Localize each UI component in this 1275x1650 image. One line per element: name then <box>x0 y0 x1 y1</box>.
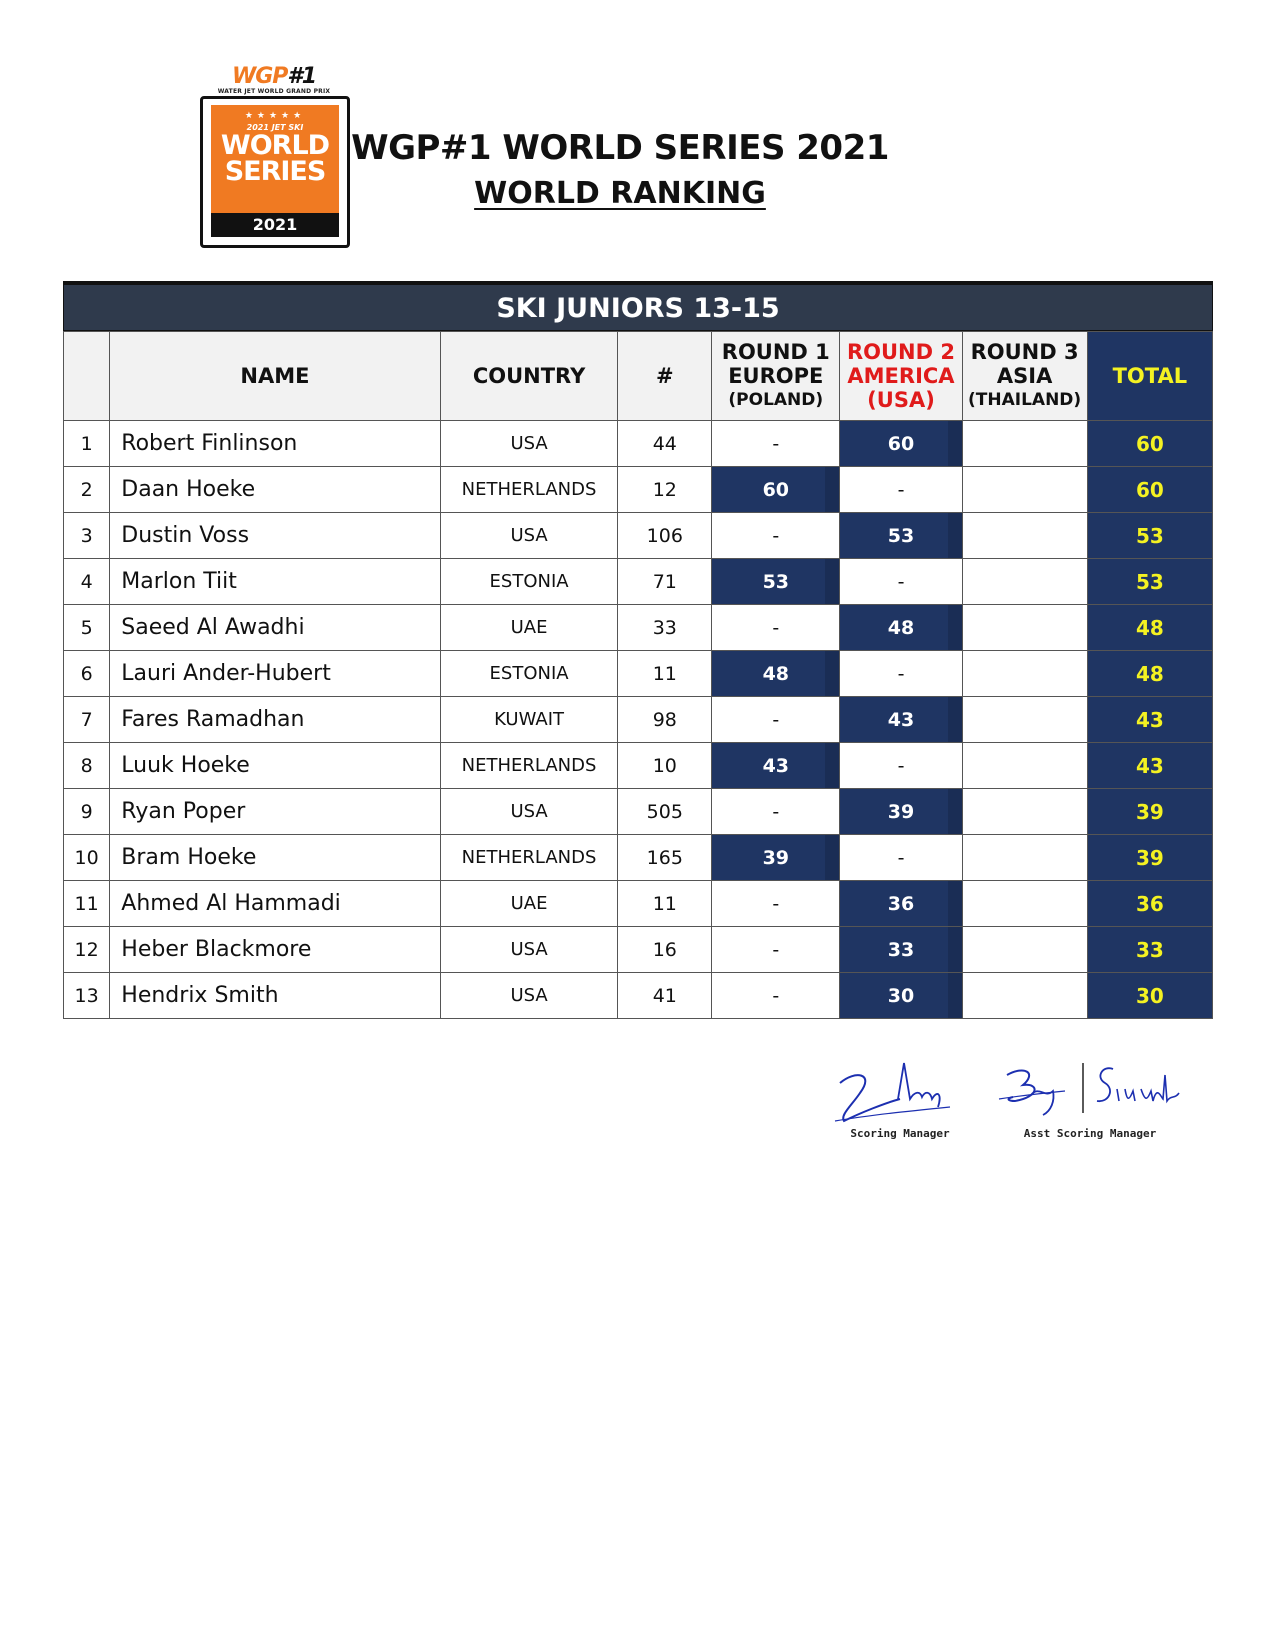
round2-score-cell: - <box>840 559 962 605</box>
round1-country: (POLAND) <box>728 390 824 410</box>
category-header: SKI JUNIORS 13-15 <box>63 281 1213 331</box>
round3-score-cell <box>962 697 1087 743</box>
scoring-manager-label: Scoring Manager <box>850 1127 950 1140</box>
round1-score-cell: - <box>712 513 840 559</box>
rank-cell: 3 <box>64 513 110 559</box>
logo-world: WORLD <box>220 130 330 161</box>
round1-score-cell: 48 <box>712 651 840 697</box>
round3-score-cell <box>962 467 1087 513</box>
rank-cell: 12 <box>64 927 110 973</box>
total-score-cell: 53 <box>1087 513 1212 559</box>
logo-series: SERIES <box>224 156 326 187</box>
total-score-cell: 60 <box>1087 421 1212 467</box>
country-cell: UAE <box>440 605 618 651</box>
round1-score-cell: - <box>712 605 840 651</box>
scoring-manager-signature <box>830 1055 970 1140</box>
logo-brand-sub: WATER JET WORLD GRAND PRIX <box>217 88 331 95</box>
race-number-cell: 12 <box>618 467 712 513</box>
round3-score-cell <box>962 973 1087 1019</box>
race-number-cell: 11 <box>618 881 712 927</box>
logo-brand <box>216 66 332 94</box>
round2-label: ROUND 2 <box>846 340 955 364</box>
rank-cell: 1 <box>64 421 110 467</box>
total-score-cell: 48 <box>1087 605 1212 651</box>
round2-score-cell: - <box>840 743 962 789</box>
round2-score-cell: - <box>840 467 962 513</box>
signature-scribble-left <box>830 1055 970 1125</box>
signatures <box>830 1055 1210 1145</box>
round1-score-cell: - <box>712 697 840 743</box>
round3-score-cell <box>962 559 1087 605</box>
table-row <box>64 651 1213 697</box>
country-cell: USA <box>440 927 618 973</box>
round1-score-cell: - <box>712 789 840 835</box>
logo-brand-number: #1 <box>287 64 317 89</box>
round2-score-cell: 60 <box>840 421 962 467</box>
total-score-cell: 60 <box>1087 467 1212 513</box>
round3-score-cell <box>962 513 1087 559</box>
round3-score-cell <box>962 421 1087 467</box>
total-score-cell: 36 <box>1087 881 1212 927</box>
country-cell: NETHERLANDS <box>440 743 618 789</box>
round3-score-cell <box>962 835 1087 881</box>
rank-cell: 5 <box>64 605 110 651</box>
rider-name-cell: Marlon Tiit <box>110 559 440 605</box>
header-row <box>64 332 1213 421</box>
col-position-header <box>64 332 110 421</box>
round1-region: EUROPE <box>728 364 824 388</box>
total-score-cell: 43 <box>1087 697 1212 743</box>
logo-small-text: 2021 JET SKI <box>246 123 304 132</box>
round1-score-cell: - <box>712 421 840 467</box>
country-cell: NETHERLANDS <box>440 467 618 513</box>
country-cell: USA <box>440 973 618 1019</box>
round3-score-cell <box>962 881 1087 927</box>
race-number-cell: 165 <box>618 835 712 881</box>
round2-score-cell: 53 <box>840 513 962 559</box>
table-row <box>64 697 1213 743</box>
round2-score-cell: - <box>840 835 962 881</box>
logo-frame <box>200 96 350 248</box>
race-number-cell: 505 <box>618 789 712 835</box>
country-cell: USA <box>440 421 618 467</box>
rank-cell: 10 <box>64 835 110 881</box>
col-round3-header <box>962 332 1087 421</box>
race-number-cell: 44 <box>618 421 712 467</box>
race-number-cell: 16 <box>618 927 712 973</box>
round1-score-cell: 53 <box>712 559 840 605</box>
rank-cell: 2 <box>64 467 110 513</box>
col-total-header: TOTAL <box>1087 332 1212 421</box>
total-score-cell: 39 <box>1087 789 1212 835</box>
round1-score-cell: 43 <box>712 743 840 789</box>
rider-name-cell: Bram Hoeke <box>110 835 440 881</box>
race-number-cell: 106 <box>618 513 712 559</box>
table-row <box>64 973 1213 1019</box>
table-row <box>64 559 1213 605</box>
round3-score-cell <box>962 605 1087 651</box>
round3-score-cell <box>962 927 1087 973</box>
table-row <box>64 881 1213 927</box>
rider-name-cell: Fares Ramadhan <box>110 697 440 743</box>
col-number-header: # <box>618 332 712 421</box>
total-score-cell: 43 <box>1087 743 1212 789</box>
round2-score-cell: - <box>840 651 962 697</box>
round2-region: AMERICA <box>847 364 955 388</box>
rank-cell: 8 <box>64 743 110 789</box>
table-row <box>64 513 1213 559</box>
round1-score-cell: - <box>712 927 840 973</box>
race-number-cell: 41 <box>618 973 712 1019</box>
page-subtitle <box>300 176 940 211</box>
rider-name-cell: Saeed Al Awadhi <box>110 605 440 651</box>
col-country-header: COUNTRY <box>440 332 618 421</box>
table-row <box>64 743 1213 789</box>
total-score-cell: 39 <box>1087 835 1212 881</box>
round2-score-cell: 30 <box>840 973 962 1019</box>
ranking-rows <box>64 421 1213 1019</box>
table-row <box>64 467 1213 513</box>
race-number-cell: 71 <box>618 559 712 605</box>
race-number-cell: 98 <box>618 697 712 743</box>
table-row <box>64 789 1213 835</box>
rank-cell: 11 <box>64 881 110 927</box>
rider-name-cell: Robert Finlinson <box>110 421 440 467</box>
table-row <box>64 605 1213 651</box>
country-cell: UAE <box>440 881 618 927</box>
round2-score-cell: 36 <box>840 881 962 927</box>
subtitle-text: WORLD RANKING <box>474 176 766 211</box>
logo-stars: ★★★★★ <box>244 111 306 121</box>
ranking-table <box>63 331 1213 1019</box>
round3-region: ASIA <box>996 364 1053 388</box>
round1-label: ROUND 1 <box>721 340 830 364</box>
round1-score-cell: 39 <box>712 835 840 881</box>
country-cell: ESTONIA <box>440 559 618 605</box>
round3-score-cell <box>962 789 1087 835</box>
country-cell: ESTONIA <box>440 651 618 697</box>
race-number-cell: 33 <box>618 605 712 651</box>
round2-score-cell: 39 <box>840 789 962 835</box>
race-number-cell: 11 <box>618 651 712 697</box>
col-round2-header <box>840 332 962 421</box>
round1-score-cell: - <box>712 973 840 1019</box>
total-score-cell: 30 <box>1087 973 1212 1019</box>
country-cell: USA <box>440 513 618 559</box>
round1-score-cell: - <box>712 881 840 927</box>
rank-cell: 4 <box>64 559 110 605</box>
race-number-cell: 10 <box>618 743 712 789</box>
asst-scoring-manager-signature <box>995 1055 1185 1140</box>
rider-name-cell: Ryan Poper <box>110 789 440 835</box>
logo-year: 2021 <box>211 213 339 237</box>
rider-name-cell: Daan Hoeke <box>110 467 440 513</box>
rank-cell: 6 <box>64 651 110 697</box>
round3-country: (THAILAND) <box>968 390 1082 410</box>
total-score-cell: 33 <box>1087 927 1212 973</box>
rider-name-cell: Hendrix Smith <box>110 973 440 1019</box>
rider-name-cell: Lauri Ander-Hubert <box>110 651 440 697</box>
country-cell: USA <box>440 789 618 835</box>
round2-country: (USA) <box>867 388 935 412</box>
round2-score-cell: 43 <box>840 697 962 743</box>
country-cell: KUWAIT <box>440 697 618 743</box>
rider-name-cell: Luuk Hoeke <box>110 743 440 789</box>
ranking-table-container <box>63 281 1213 1019</box>
rider-name-cell: Ahmed Al Hammadi <box>110 881 440 927</box>
table-row <box>64 421 1213 467</box>
total-score-cell: 53 <box>1087 559 1212 605</box>
total-score-cell: 48 <box>1087 651 1212 697</box>
col-round1-header <box>712 332 840 421</box>
round3-score-cell <box>962 651 1087 697</box>
asst-scoring-manager-label: Asst Scoring Manager <box>1023 1127 1157 1140</box>
rank-cell: 7 <box>64 697 110 743</box>
table-row <box>64 835 1213 881</box>
country-cell: NETHERLANDS <box>440 835 618 881</box>
rank-cell: 9 <box>64 789 110 835</box>
round2-score-cell: 33 <box>840 927 962 973</box>
signature-scribble-right <box>995 1055 1185 1125</box>
logo-brand-text: WGP#1 <box>231 64 317 89</box>
round3-label: ROUND 3 <box>970 340 1079 364</box>
round2-score-cell: 48 <box>840 605 962 651</box>
col-name-header: NAME <box>110 332 440 421</box>
rank-cell: 13 <box>64 973 110 1019</box>
table-row <box>64 927 1213 973</box>
rider-name-cell: Dustin Voss <box>110 513 440 559</box>
rider-name-cell: Heber Blackmore <box>110 927 440 973</box>
page-title: WGP#1 WORLD SERIES 2021 <box>351 128 889 168</box>
round1-score-cell: 60 <box>712 467 840 513</box>
round3-score-cell <box>962 743 1087 789</box>
